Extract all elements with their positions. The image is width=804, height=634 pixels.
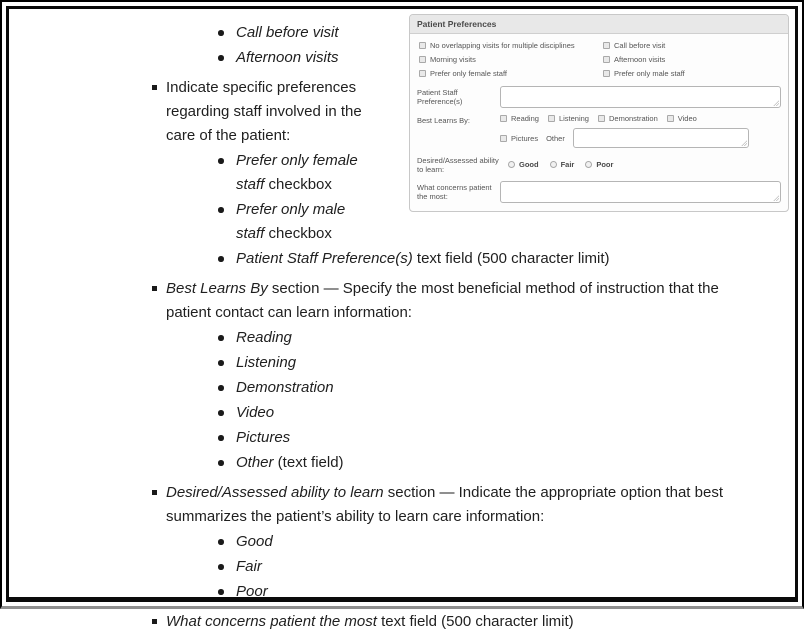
list-item: Pictures <box>9 426 765 450</box>
panel-title: Patient Preferences <box>410 15 788 34</box>
list-item: Other (text field) <box>9 451 765 475</box>
list-item: Best Learns By section — Specify the most beneficial method of instruction that the patient contact can learn information: <box>9 277 765 325</box>
list-item: Fair <box>9 555 765 579</box>
list-item: Prefer only female staff checkbox <box>9 149 765 197</box>
checkbox-label: Video <box>677 114 697 123</box>
list-item: Desired/Assessed ability to learn section — Indicate the appropriate option that best summarizes the patient’s ability to learn care information: <box>9 481 765 529</box>
round-bullet-icon <box>218 410 224 416</box>
round-bullet-icon <box>218 256 224 262</box>
round-bullet-icon <box>218 335 224 341</box>
list-item: Prefer only male staff checkbox <box>9 198 765 246</box>
list-item: Afternoon visits <box>9 46 765 70</box>
round-bullet-icon <box>218 55 224 61</box>
list-item: Good <box>9 530 765 554</box>
checkbox-label: Reading <box>511 114 539 123</box>
best-learns-by-label: Best Learns By: <box>417 116 470 125</box>
list-item: Listening <box>9 351 765 375</box>
staff-preferences-label: Patient Staff Preference(s) <box>417 88 463 107</box>
list-item: What concerns patient the most text field (500 character limit) <box>9 610 765 634</box>
other-label: Other <box>546 133 565 143</box>
checkbox-label: No overlapping visits for multiple disciplines <box>430 41 575 50</box>
radio-label: Poor <box>596 159 614 169</box>
ability-to-learn-label: Desired/Assessed ability to learn: <box>417 156 499 175</box>
checkbox-label: Prefer only male staff <box>614 69 685 78</box>
square-bullet-icon <box>152 286 157 291</box>
radio-label: Good <box>519 159 539 169</box>
list-item: Poor <box>9 580 765 604</box>
checkbox-label: Call before visit <box>614 41 666 50</box>
radio-label: Fair <box>560 159 575 169</box>
list-item: Indicate specific preferences regarding staff involved in the care of the patient: <box>9 76 765 148</box>
square-bullet-icon <box>152 490 157 495</box>
checkbox-label: Prefer only female staff <box>430 69 507 78</box>
square-bullet-icon <box>152 85 157 90</box>
list-item: Patient Staff Preference(s) text field (500 character limit) <box>9 247 765 271</box>
list-item: Reading <box>9 326 765 350</box>
round-bullet-icon <box>218 360 224 366</box>
checkbox-label: Demonstration <box>608 114 658 123</box>
round-bullet-icon <box>218 564 224 570</box>
round-bullet-icon <box>218 589 224 595</box>
round-bullet-icon <box>218 30 224 36</box>
round-bullet-icon <box>218 158 224 164</box>
checkbox-label: Pictures <box>511 133 539 143</box>
checkbox-label: Listening <box>558 114 589 123</box>
round-bullet-icon <box>218 539 224 545</box>
round-bullet-icon <box>218 460 224 466</box>
round-bullet-icon <box>218 207 224 213</box>
page-frame <box>6 6 798 630</box>
checkbox-label: Afternoon visits <box>614 55 666 64</box>
list-item: Video <box>9 401 765 425</box>
round-bullet-icon <box>218 385 224 391</box>
concerns-label: What concerns patient the most: <box>417 182 492 202</box>
square-bullet-icon <box>152 619 157 624</box>
documentation-text <box>9 9 765 634</box>
list-item: Call before visit <box>9 21 765 45</box>
list-item: Demonstration <box>9 376 765 400</box>
round-bullet-icon <box>218 435 224 441</box>
checkbox-label: Morning visits <box>430 55 476 64</box>
